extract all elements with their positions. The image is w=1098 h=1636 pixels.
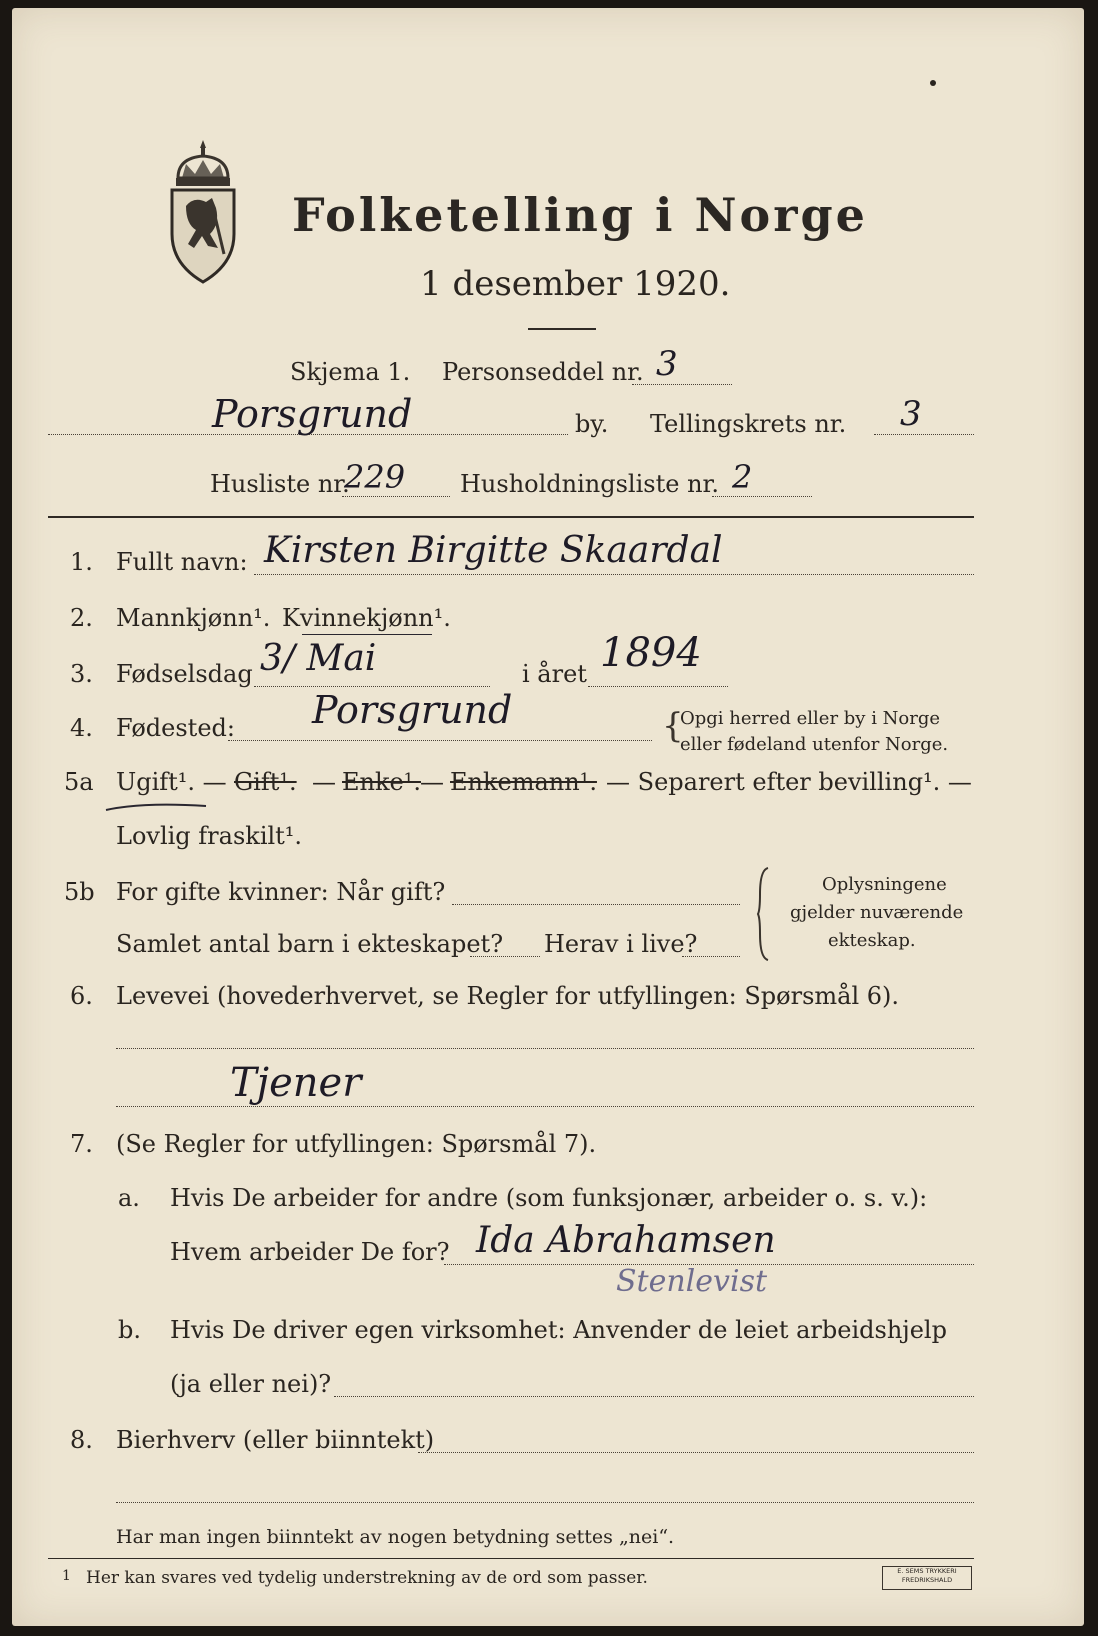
personseddel-label: Personseddel nr. — [442, 358, 644, 386]
q4-number: 4. — [70, 714, 93, 742]
q6-number: 6. — [70, 982, 93, 1010]
q7b-text: Hvis De driver egen virksomhet: Anvender de leiet arbeidshjelp — [170, 1316, 947, 1344]
personseddel-value: 3 — [656, 344, 678, 384]
husholdning-line — [712, 496, 812, 497]
q2-underline — [302, 634, 432, 635]
q3-year-line — [588, 686, 728, 687]
q7b-line — [334, 1396, 974, 1397]
q7a-letter: a. — [118, 1184, 140, 1212]
q7-label: (Se Regler for utfyllingen: Spørsmål 7). — [116, 1130, 597, 1158]
q1-label: Fullt navn: — [116, 548, 248, 576]
footer-rule — [48, 1558, 974, 1559]
q7b-letter: b. — [118, 1316, 141, 1344]
q5a-gift: Gift¹. — [234, 768, 297, 796]
q7-number: 7. — [70, 1130, 93, 1158]
header-rule — [48, 516, 974, 518]
q5b-alive-line — [682, 956, 740, 957]
q4-note-1: Opgi herred eller by i Norge — [680, 708, 941, 729]
husliste-line — [342, 496, 450, 497]
q5b-number: 5b — [64, 878, 95, 906]
by-label: by. — [575, 410, 609, 438]
q8-label: Bierhverv (eller biinntekt) — [116, 1426, 435, 1454]
q7a-label: Hvem arbeider De for? — [170, 1238, 450, 1266]
q8-line-1 — [418, 1452, 974, 1453]
q5b-children-line — [470, 956, 540, 957]
q2-number: 2. — [70, 604, 93, 632]
q4-line — [228, 740, 652, 741]
tellingskrets-value: 3 — [900, 394, 922, 434]
footnote-text: Her kan svares ved tydelig understrekning av de ord som passer. — [86, 1568, 648, 1588]
footnote-mark: 1 — [62, 1568, 71, 1584]
husliste-label: Husliste nr. — [210, 470, 350, 498]
q3-year-value: 1894 — [600, 630, 702, 676]
q1-line — [254, 574, 974, 575]
q3-value: 3/ Mai — [260, 638, 377, 679]
skjema-label: Skjema 1. — [290, 358, 411, 386]
q5b-label-c: Herav i live? — [544, 930, 698, 958]
q5a-enkemann: Enkemann¹. — [450, 768, 597, 796]
city-value: Porsgrund — [212, 392, 413, 436]
q5b-note-2: gjelder nuværende — [790, 902, 964, 923]
printer-stamp: E. SEMS TRYKKERI FREDRIKSHALD — [882, 1566, 972, 1590]
q5b-label-b: Samlet antal barn i ekteskapet? — [116, 930, 504, 958]
q5a-lovlig: Lovlig fraskilt¹. — [116, 822, 303, 850]
q5a-enke: Enke¹. — [342, 768, 421, 796]
tellingskrets-label: Tellingskrets nr. — [650, 410, 847, 438]
q5a-number: 5a — [64, 768, 94, 796]
q7a-text: Hvis De arbeider for andre (som funksjonær, arbeider o. s. v.): — [170, 1184, 928, 1212]
q5a-dash-1: — — [312, 768, 336, 796]
husholdning-value: 2 — [732, 458, 753, 496]
q6-line-1 — [116, 1048, 974, 1049]
q2-female: Kvinnekjønn¹. — [282, 604, 451, 632]
q5a-dash-2: — — [420, 768, 444, 796]
q7a-extra: Stenlevist — [616, 1264, 768, 1299]
q2-male: Mannkjønn¹. — [116, 604, 271, 632]
q4-value: Porsgrund — [312, 688, 513, 732]
q5b-note-3: ekteskap. — [828, 930, 916, 951]
q4-note-2: eller fødeland utenfor Norge. — [680, 734, 949, 755]
q5b-brace — [756, 864, 772, 964]
census-form — [12, 8, 1084, 1626]
q5a-ugift: Ugift¹. — — [116, 768, 227, 796]
q6-value: Tjener — [230, 1060, 362, 1106]
ink-dot — [930, 80, 936, 86]
q3-line — [254, 686, 490, 687]
q5b-label-a: For gifte kvinner: Når gift? — [116, 878, 446, 906]
husliste-value: 229 — [344, 458, 406, 496]
q5b-note-1: Oplysningene — [822, 874, 947, 895]
form-title: Folketelling i Norge — [292, 188, 868, 242]
q3-label: Fødselsdag — [116, 660, 253, 688]
personseddel-line — [632, 384, 732, 385]
q8-note: Har man ingen biinntekt av nogen betydning settes „nei“. — [116, 1526, 675, 1548]
q4-label: Fødested: — [116, 714, 235, 742]
q5a-pen-mark — [102, 800, 212, 816]
q5b-married-line — [452, 904, 740, 905]
title-divider — [528, 328, 596, 330]
q8-number: 8. — [70, 1426, 93, 1454]
q8-line-2 — [116, 1502, 974, 1503]
q7b-label: (ja eller nei)? — [170, 1370, 332, 1398]
q1-value: Kirsten Birgitte Skaardal — [264, 530, 723, 571]
q7a-value: Ida Abrahamsen — [476, 1220, 776, 1261]
census-date: 1 desember 1920. — [420, 264, 731, 304]
q4-brace: { — [662, 706, 684, 746]
q1-number: 1. — [70, 548, 93, 576]
q6-label: Levevei (hovederhvervet, se Regler for utfyllingen: Spørsmål 6). — [116, 982, 900, 1010]
q6-line-2 — [116, 1106, 974, 1107]
q3-number: 3. — [70, 660, 93, 688]
q5a-separert: — Separert efter bevilling¹. — — [606, 768, 972, 796]
q3-year-label: i året — [522, 660, 587, 688]
coat-of-arms-icon — [162, 136, 244, 286]
husholdning-label: Husholdningsliste nr. — [460, 470, 719, 498]
tellingskrets-line — [874, 434, 974, 435]
